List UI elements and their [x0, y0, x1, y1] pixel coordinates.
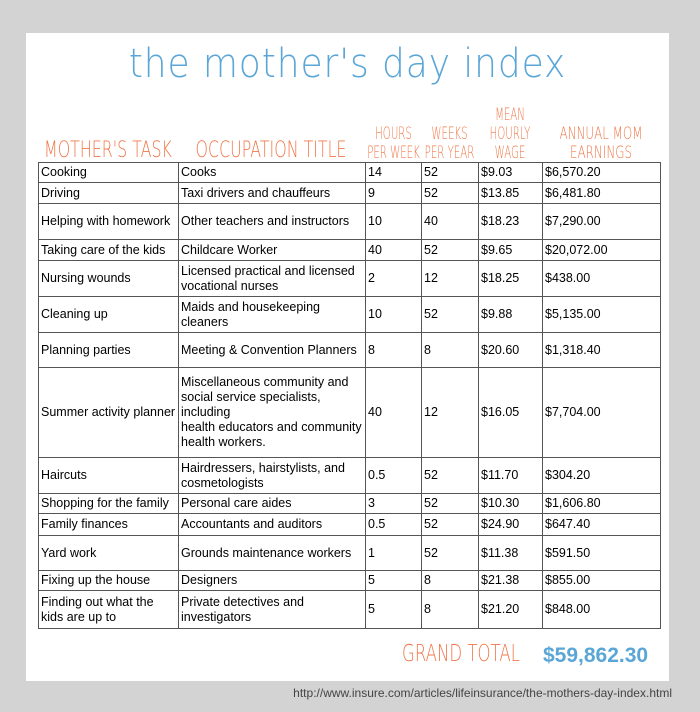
cell-weeks: 8 — [422, 591, 479, 629]
cell-wage: $11.70 — [479, 458, 543, 494]
cell-task: Taking care of the kids — [39, 240, 179, 261]
column-header-hours: HOURS PER WEEK — [367, 124, 420, 163]
cell-earnings: $20,072.00 — [543, 240, 661, 261]
column-header-occupation: OCCUPATION TITLE — [195, 138, 347, 163]
table-row — [39, 458, 661, 494]
table-row — [39, 183, 661, 204]
cell-wage: $9.65 — [479, 240, 543, 261]
grand-total-label: GRAND TOTAL — [402, 641, 520, 667]
cell-weeks: 8 — [422, 571, 479, 591]
cell-task: Shopping for the family — [39, 494, 179, 514]
table-row — [39, 514, 661, 536]
cell-occupation: Personal care aides — [179, 494, 366, 514]
cell-wage: $13.85 — [479, 183, 543, 204]
cell-wage: $11.38 — [479, 536, 543, 571]
column-header-weeks: WEEKS PER YEAR — [424, 124, 475, 163]
cell-wage: $9.03 — [479, 163, 543, 183]
grand-total-value: $59,862.30 — [543, 644, 649, 667]
cell-weeks: 52 — [422, 514, 479, 536]
cell-earnings: $647.40 — [543, 514, 661, 536]
cell-earnings: $1,318.40 — [543, 333, 661, 368]
cell-task: Driving — [39, 183, 179, 204]
cell-occupation: Childcare Worker — [179, 240, 366, 261]
cell-task: Cleaning up — [39, 297, 179, 333]
cell-wage: $18.25 — [479, 261, 543, 297]
index-table — [38, 162, 661, 629]
cell-weeks: 40 — [422, 204, 479, 240]
cell-hours: 0.5 — [366, 458, 422, 494]
cell-wage: $21.20 — [479, 591, 543, 629]
cell-hours: 5 — [366, 571, 422, 591]
cell-task: Helping with homework — [39, 204, 179, 240]
table-row — [39, 333, 661, 368]
column-header-earnings: ANNUAL MOM EARNINGS — [559, 124, 643, 163]
cell-hours: 9 — [366, 183, 422, 204]
cell-hours: 14 — [366, 163, 422, 183]
cell-wage: $16.05 — [479, 368, 543, 458]
cell-earnings: $591.50 — [543, 536, 661, 571]
cell-wage: $20.60 — [479, 333, 543, 368]
table-row — [39, 240, 661, 261]
column-header-task: MOTHER'S TASK — [44, 138, 172, 163]
cell-hours: 40 — [366, 368, 422, 458]
cell-hours: 3 — [366, 494, 422, 514]
cell-earnings: $438.00 — [543, 261, 661, 297]
cell-hours: 8 — [366, 333, 422, 368]
table-row — [39, 368, 661, 458]
infographic-card — [26, 33, 669, 681]
cell-weeks: 52 — [422, 494, 479, 514]
cell-task: Yard work — [39, 536, 179, 571]
cell-hours: 40 — [366, 240, 422, 261]
cell-task: Summer activity planner — [39, 368, 179, 458]
cell-occupation: Cooks — [179, 163, 366, 183]
cell-task: Family finances — [39, 514, 179, 536]
cell-occupation: Designers — [179, 571, 366, 591]
cell-hours: 2 — [366, 261, 422, 297]
cell-earnings: $855.00 — [543, 571, 661, 591]
cell-occupation: Private detectives and investigators — [179, 591, 366, 629]
page-title: the mother's day index — [128, 41, 567, 87]
cell-earnings: $304.20 — [543, 458, 661, 494]
cell-hours: 10 — [366, 204, 422, 240]
cell-hours: 10 — [366, 297, 422, 333]
cell-wage: $24.90 — [479, 514, 543, 536]
cell-weeks: 52 — [422, 297, 479, 333]
column-header-wage: MEAN HOURLY WAGE — [489, 105, 531, 163]
cell-hours: 1 — [366, 536, 422, 571]
table-row — [39, 204, 661, 240]
cell-task: Finding out what the kids are up to — [39, 591, 179, 629]
cell-earnings: $6,481.80 — [543, 183, 661, 204]
cell-wage: $10.30 — [479, 494, 543, 514]
table-row — [39, 494, 661, 514]
table-row — [39, 261, 661, 297]
cell-weeks: 52 — [422, 458, 479, 494]
cell-hours: 5 — [366, 591, 422, 629]
cell-occupation: Other teachers and instructors — [179, 204, 366, 240]
cell-weeks: 52 — [422, 183, 479, 204]
cell-weeks: 8 — [422, 333, 479, 368]
cell-occupation: Maids and housekeeping cleaners — [179, 297, 366, 333]
cell-hours: 0.5 — [366, 514, 422, 536]
cell-weeks: 12 — [422, 368, 479, 458]
cell-task: Nursing wounds — [39, 261, 179, 297]
cell-earnings: $848.00 — [543, 591, 661, 629]
cell-wage: $9.88 — [479, 297, 543, 333]
cell-occupation: Accountants and auditors — [179, 514, 366, 536]
cell-weeks: 52 — [422, 163, 479, 183]
cell-weeks: 52 — [422, 536, 479, 571]
cell-earnings: $7,704.00 — [543, 368, 661, 458]
cell-occupation: Meeting & Convention Planners — [179, 333, 366, 368]
cell-wage: $21.38 — [479, 571, 543, 591]
cell-occupation: Hairdressers, hairstylists, and cosmetologists — [179, 458, 366, 494]
cell-earnings: $1,606.80 — [543, 494, 661, 514]
cell-task: Fixing up the house — [39, 571, 179, 591]
source-url: http://www.insure.com/articles/lifeinsurance/the-mothers-day-index.html — [293, 686, 672, 700]
cell-occupation: Grounds maintenance workers — [179, 536, 366, 571]
cell-occupation: Miscellaneous community and social service specialists, including health educators and community health workers. — [179, 368, 366, 458]
cell-task: Planning parties — [39, 333, 179, 368]
table-row — [39, 163, 661, 183]
cell-weeks: 12 — [422, 261, 479, 297]
table-row — [39, 571, 661, 591]
cell-task: Cooking — [39, 163, 179, 183]
cell-earnings: $5,135.00 — [543, 297, 661, 333]
cell-weeks: 52 — [422, 240, 479, 261]
table-row — [39, 591, 661, 629]
cell-earnings: $7,290.00 — [543, 204, 661, 240]
cell-wage: $18.23 — [479, 204, 543, 240]
cell-earnings: $6,570.20 — [543, 163, 661, 183]
cell-occupation: Licensed practical and licensed vocational nurses — [179, 261, 366, 297]
table-row — [39, 536, 661, 571]
cell-task: Haircuts — [39, 458, 179, 494]
table-row — [39, 297, 661, 333]
cell-occupation: Taxi drivers and chauffeurs — [179, 183, 366, 204]
